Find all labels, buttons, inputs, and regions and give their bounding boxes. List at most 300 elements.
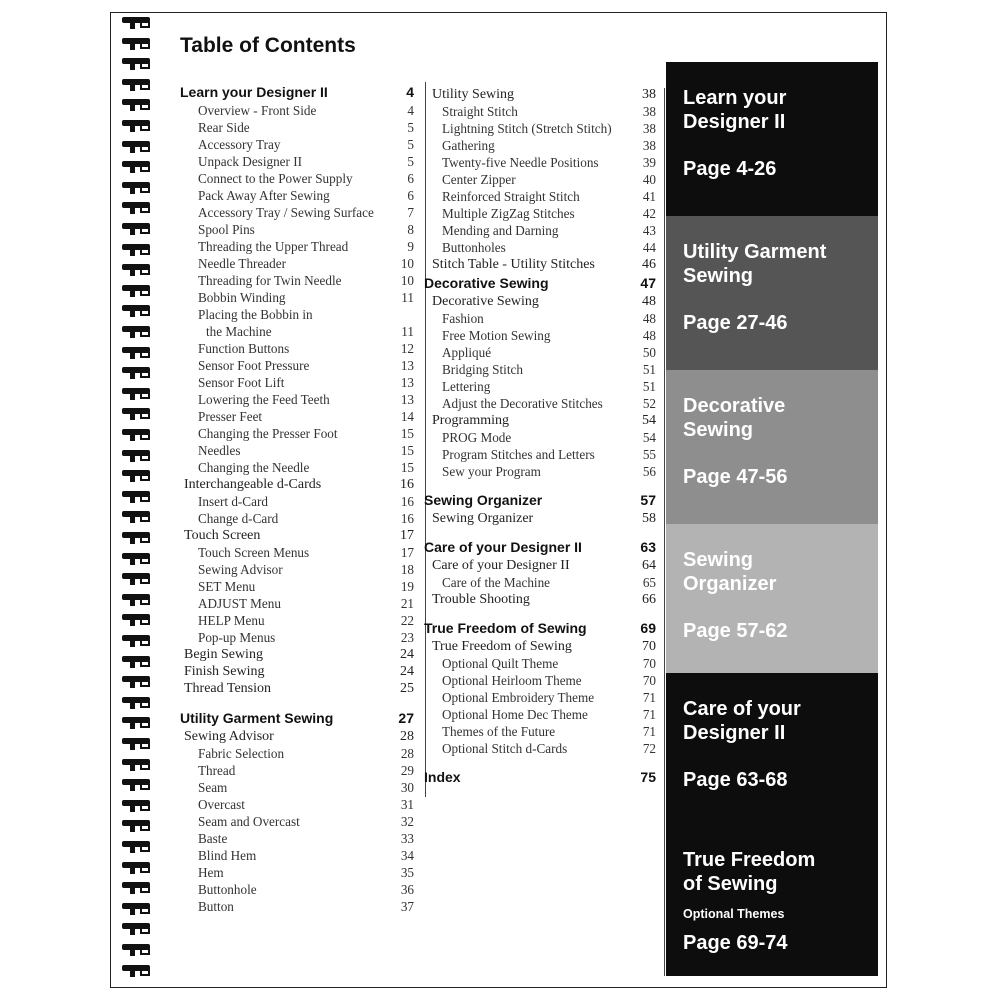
toc-entry: [176, 289, 416, 306]
toc-entry-page: 32: [400, 814, 414, 829]
toc-entry-title: Pack Away After Sewing: [198, 188, 330, 203]
toc-entry: [422, 239, 658, 256]
toc-entry-page: 14: [400, 409, 414, 424]
toc-entry-title: Presser Feet: [198, 409, 263, 424]
spiral-coil: [118, 859, 152, 873]
section-tab-heading: True Freedom of Sewing: [683, 849, 816, 895]
toc-entry-page: 70: [642, 673, 656, 688]
spiral-coil: [118, 900, 152, 914]
toc-entry-title: Stitch Table - Utility Stitches: [432, 257, 595, 272]
toc-entry: [176, 136, 416, 153]
spiral-coil: [118, 96, 152, 110]
spiral-coil: [118, 735, 152, 749]
toc-entry-title: True Freedom of Sewing: [424, 620, 587, 636]
toc-entry: [176, 119, 416, 136]
section-tab: [666, 673, 878, 824]
spiral-coil: [118, 797, 152, 811]
toc-entry-title: Sewing Organizer: [424, 492, 543, 508]
toc-entry-title: Thread Tension: [184, 681, 272, 696]
toc-entry: [422, 672, 658, 689]
spiral-coil: [118, 529, 152, 543]
toc-entry-title: Fashion: [442, 311, 484, 326]
toc-entry-title: Sensor Foot Lift: [198, 375, 285, 390]
toc-entry: [422, 361, 658, 378]
toc-entry: [176, 306, 416, 323]
toc-entry-title: Buttonholes: [442, 240, 506, 255]
toc-entry: [422, 510, 658, 527]
toc-entry: [176, 510, 416, 527]
toc-entry-page: 11: [401, 290, 414, 305]
toc-entry: [422, 740, 658, 757]
toc-entry-title: Overview - Front Side: [198, 103, 317, 118]
toc-entry: [422, 395, 658, 412]
toc-entry-page: 48: [642, 328, 656, 343]
toc-entry-title: Connect to the Power Supply: [198, 171, 353, 186]
toc-entry-page: 47: [640, 275, 656, 291]
toc-entry-title: Bobbin Winding: [198, 290, 286, 305]
toc-entry-page: 66: [642, 592, 656, 607]
toc-entry-title: Spool Pins: [198, 222, 255, 237]
toc-entry-title: Multiple ZigZag Stitches: [442, 206, 575, 221]
toc-entry-title: Center Zipper: [442, 172, 516, 187]
toc-entry-page: 70: [642, 639, 656, 654]
toc-entry-page: 22: [400, 613, 414, 628]
toc-entry-title: Thread: [198, 763, 236, 778]
spiral-coil: [118, 364, 152, 378]
toc-entry: [422, 446, 658, 463]
spiral-coil: [118, 35, 152, 49]
toc-entry: [176, 796, 416, 813]
toc-entry: [422, 655, 658, 672]
toc-entry-title: Unpack Designer II: [198, 154, 302, 169]
toc-entry-title: Blind Hem: [198, 848, 257, 863]
toc-entry-page: 40: [642, 172, 656, 187]
section-tab: [666, 216, 878, 370]
toc-entry-page: 70: [642, 656, 656, 671]
spiral-coil: [118, 405, 152, 419]
toc-entry-page: 25: [400, 681, 414, 696]
toc-entry: [176, 408, 416, 425]
toc-entry-title: Touch Screen Menus: [198, 545, 310, 560]
toc-entry-title: Learn your Designer II: [180, 84, 328, 100]
toc-entry: [422, 638, 658, 655]
toc-entry: [422, 154, 658, 171]
column-divider-right: [664, 88, 665, 976]
toc-entry-title: Changing the Presser Foot: [198, 426, 338, 441]
spiral-coil: [118, 714, 152, 728]
toc-entry-page: 38: [642, 121, 656, 136]
toc-entry: [422, 86, 658, 103]
toc-entry: [176, 357, 416, 374]
toc-entry-title: Sew your Program: [442, 464, 541, 479]
toc-entry: [176, 881, 416, 898]
section-tab-heading: Utility Garment Sewing: [683, 241, 827, 287]
toc-entry-title: Accessory Tray: [198, 137, 281, 152]
toc-entry-page: 35: [400, 865, 414, 880]
toc-entry-page: 16: [400, 477, 414, 492]
page-title: Table of Contents: [180, 34, 356, 57]
toc-entry-title: PROG Mode: [442, 430, 512, 445]
toc-entry-page: 51: [642, 379, 656, 394]
toc-entry-page: 75: [640, 769, 656, 785]
toc-entry-page: 72: [642, 741, 656, 756]
toc-entry: [176, 391, 416, 408]
toc-entry-title: Placing the Bobbin in: [198, 307, 313, 322]
toc-entry-page: 48: [642, 311, 656, 326]
toc-entry: [176, 847, 416, 864]
toc-entry-page: 54: [642, 413, 656, 428]
section-tab: [666, 370, 878, 524]
toc-entry-page: 4: [406, 84, 414, 100]
spiral-coil: [118, 570, 152, 584]
section-tab-pages: Page 27-46: [683, 312, 788, 334]
spiral-coil: [118, 14, 152, 28]
toc-entry-title: Seam: [198, 780, 228, 795]
toc-entry: [176, 745, 416, 762]
toc-entry: [176, 374, 416, 391]
toc-entry-title: Accessory Tray / Sewing Surface: [198, 205, 374, 220]
toc-entry-page: 54: [642, 430, 656, 445]
toc-entry-title: Care of your Designer II: [432, 558, 570, 573]
toc-entry: [422, 689, 658, 706]
spiral-coil: [118, 344, 152, 358]
toc-entry-page: 17: [400, 545, 414, 560]
toc-entry-page: 29: [400, 763, 414, 778]
toc-entry-title: Function Buttons: [198, 341, 290, 356]
toc-entry-title: Baste: [198, 831, 228, 846]
toc-entry: [176, 612, 416, 629]
toc-entry-title: Insert d-Card: [198, 494, 268, 509]
toc-entry: [176, 272, 416, 289]
toc-entry-page: 64: [642, 558, 656, 573]
spiral-coil: [118, 179, 152, 193]
toc-entry-title: Bridging Stitch: [442, 362, 523, 377]
toc-entry: [422, 310, 658, 327]
toc-entry-title: Lightning Stitch (Stretch Stitch): [442, 121, 612, 136]
spiral-coil: [118, 756, 152, 770]
toc-entry: [176, 204, 416, 221]
toc-section: [422, 769, 658, 786]
spiral-coil: [118, 158, 152, 172]
toc-entry-page: 38: [642, 87, 656, 102]
toc-entry-page: 24: [400, 647, 414, 662]
toc-entry-page: 63: [640, 539, 656, 555]
section-tab-heading: Decorative Sewing: [683, 395, 786, 441]
toc-entry-title: ADJUST Menu: [198, 596, 281, 611]
toc-entry: [176, 663, 416, 680]
toc-entry-page: 18: [400, 562, 414, 577]
toc-entry-title: Seam and Overcast: [198, 814, 300, 829]
toc-entry-title: Optional Embroidery Theme: [442, 690, 595, 705]
toc-entry: [422, 256, 658, 273]
toc-entry-title: Gathering: [442, 138, 495, 153]
toc-entry: [422, 557, 658, 574]
toc-entry: [422, 723, 658, 740]
toc-entry: [176, 187, 416, 204]
spiral-coil: [118, 591, 152, 605]
toc-entry-title: Sensor Foot Pressure: [198, 358, 310, 373]
toc-entry-title: Threading the Upper Thread: [198, 239, 349, 254]
toc-entry: [176, 340, 416, 357]
toc-entry-page: 15: [400, 443, 414, 458]
toc-entry-page: 69: [640, 620, 656, 636]
toc-entry: [422, 188, 658, 205]
toc-entry-title: Hem: [198, 865, 224, 880]
toc-entry: [422, 103, 658, 120]
toc-entry-page: 9: [407, 239, 414, 254]
toc-entry-title: Change d-Card: [198, 511, 279, 526]
toc-entry: [176, 864, 416, 881]
section-tab-heading: Sewing Organizer: [683, 549, 777, 595]
toc-entry-title: Threading for Twin Needle: [198, 273, 342, 288]
spiral-coil: [118, 55, 152, 69]
toc-entry: [176, 830, 416, 847]
toc-entry-title: Utility Sewing: [432, 87, 515, 102]
toc-entry: [422, 574, 658, 591]
toc-entry-page: 57: [640, 492, 656, 508]
spiral-coil: [118, 550, 152, 564]
toc-entry: [176, 728, 416, 745]
toc-entry-page: 12: [400, 341, 414, 356]
section-tab: [666, 824, 878, 976]
toc-entry-title: Sewing Organizer: [432, 511, 534, 526]
spiral-coil: [118, 447, 152, 461]
section-tab-pages: Page 63-68: [683, 769, 788, 791]
toc-entry-title: Optional Quilt Theme: [442, 656, 559, 671]
toc-section: [176, 710, 416, 727]
toc-entry-title: Index: [424, 769, 461, 785]
toc-entry-title: Adjust the Decorative Stitches: [442, 396, 603, 411]
toc-entry-page: 46: [642, 257, 656, 272]
toc-entry: [176, 255, 416, 272]
section-tab-pages: Page 69-74: [683, 932, 788, 954]
toc-entry: [176, 476, 416, 493]
spiral-coil: [118, 467, 152, 481]
toc-entry-page: 11: [401, 324, 414, 339]
toc-entry-title: HELP Menu: [198, 613, 265, 628]
spiral-coil: [118, 488, 152, 502]
toc-entry-page: 31: [400, 797, 414, 812]
section-tab-heading: Care of your Designer II: [683, 698, 801, 744]
toc-section: [422, 539, 658, 556]
toc-entry-page: 4: [407, 103, 414, 118]
section-tab: [666, 524, 878, 673]
spiral-coil: [118, 920, 152, 934]
toc-section: [176, 84, 416, 101]
toc-entry: [176, 544, 416, 561]
toc-entry-title: Optional Heirloom Theme: [442, 673, 582, 688]
toc-entry: [176, 779, 416, 796]
toc-entry-page: 52: [642, 396, 656, 411]
toc-entry-page: 58: [642, 511, 656, 526]
toc-entry: [422, 293, 658, 310]
toc-entry-page: 55: [642, 447, 656, 462]
toc-entry: [176, 323, 416, 340]
toc-entry-page: 28: [400, 729, 414, 744]
toc-entry-page: 13: [400, 392, 414, 407]
toc-entry-title: Decorative Sewing: [432, 294, 539, 309]
toc-entry: [422, 137, 658, 154]
toc-entry-title: Needles: [198, 443, 241, 458]
toc-entry: [176, 102, 416, 119]
section-tab-subtitle: Optional Themes: [683, 907, 785, 921]
toc-entry-page: 48: [642, 294, 656, 309]
toc-entry: [422, 429, 658, 446]
toc-entry-title: Care of your Designer II: [424, 539, 582, 555]
toc-entry-title: Button: [198, 899, 234, 914]
toc-entry: [422, 344, 658, 361]
toc-entry-page: 8: [407, 222, 414, 237]
toc-entry-page: 6: [407, 188, 414, 203]
spiral-coil: [118, 323, 152, 337]
spiral-coil: [118, 220, 152, 234]
section-tab-pages: Page 57-62: [683, 620, 788, 642]
toc-entry-title: Changing the Needle: [198, 460, 310, 475]
toc-entry: [422, 706, 658, 723]
toc-entry-title: Rear Side: [198, 120, 250, 135]
spiral-coil: [118, 302, 152, 316]
toc-entry: [176, 153, 416, 170]
toc-entry-title: Needle Threader: [198, 256, 286, 271]
spiral-coil: [118, 282, 152, 296]
toc-entry-title: Twenty-five Needle Positions: [442, 155, 599, 170]
toc-entry: [176, 442, 416, 459]
spiral-coil: [118, 261, 152, 275]
toc-entry-page: 33: [400, 831, 414, 846]
spiral-coil: [118, 199, 152, 213]
section-tab-heading: Learn your Designer II: [683, 87, 787, 133]
toc-entry-page: 43: [642, 223, 656, 238]
spiral-coil: [118, 838, 152, 852]
toc-entry-page: 50: [642, 345, 656, 360]
toc-entry-title: Fabric Selection: [198, 746, 285, 761]
toc-entry-page: 6: [407, 171, 414, 186]
toc-entry-page: 27: [398, 710, 414, 726]
toc-entry-page: 5: [407, 137, 414, 152]
toc-entry: [176, 762, 416, 779]
spiral-coil: [118, 941, 152, 955]
spiral-coil: [118, 879, 152, 893]
toc-entry-page: 71: [642, 690, 656, 705]
spiral-coil: [118, 241, 152, 255]
toc-entry-page: 39: [642, 155, 656, 170]
toc-entry: [176, 680, 416, 697]
toc-entry-title: Straight Stitch: [442, 104, 518, 119]
toc-entry: [176, 493, 416, 510]
toc-entry: [422, 222, 658, 239]
spiral-coil: [118, 138, 152, 152]
toc-entry: [422, 327, 658, 344]
toc-entry: [422, 591, 658, 608]
toc-entry: [176, 170, 416, 187]
toc-column-left: [176, 82, 416, 922]
section-tab-pages: Page 47-56: [683, 466, 788, 488]
toc-section: [422, 275, 658, 292]
toc-entry-page: 13: [400, 358, 414, 373]
toc-entry-page: 15: [400, 460, 414, 475]
spiral-coil: [118, 632, 152, 646]
toc-entry-page: 41: [642, 189, 656, 204]
toc-entry-page: 5: [407, 120, 414, 135]
section-tab: [666, 62, 878, 216]
toc-section: [422, 492, 658, 509]
toc-entry-page: 38: [642, 138, 656, 153]
spiral-coil: [118, 385, 152, 399]
toc-entry-page: 15: [400, 426, 414, 441]
toc-entry-page: 10: [400, 273, 414, 288]
toc-entry-title: True Freedom of Sewing: [432, 639, 572, 654]
spiral-coil: [118, 426, 152, 440]
toc-entry-page: 36: [400, 882, 414, 897]
toc-entry-page: 56: [642, 464, 656, 479]
toc-entry-page: 5: [407, 154, 414, 169]
toc-entry-title: Themes of the Future: [442, 724, 556, 739]
toc-entry-title: Sewing Advisor: [198, 562, 283, 577]
toc-entry-title: Trouble Shooting: [432, 592, 530, 607]
toc-entry: [176, 629, 416, 646]
spiral-coil: [118, 962, 152, 976]
toc-entry-page: 65: [642, 575, 656, 590]
toc-entry-page: 71: [642, 707, 656, 722]
toc-entry-page: 13: [400, 375, 414, 390]
toc-entry-page: 44: [642, 240, 656, 255]
toc-entry: [176, 898, 416, 915]
toc-entry-title: Buttonhole: [198, 882, 257, 897]
toc-entry-title: Care of the Machine: [442, 575, 551, 590]
toc-entry-title: Lettering: [442, 379, 491, 394]
toc-entry: [176, 221, 416, 238]
toc-entry: [176, 578, 416, 595]
toc-entry: [176, 238, 416, 255]
toc-entry: [422, 120, 658, 137]
toc-entry: [176, 813, 416, 830]
toc-entry: [176, 561, 416, 578]
toc-entry-title: Interchangeable d-Cards: [184, 477, 322, 492]
toc-entry: [422, 171, 658, 188]
spiral-coil: [118, 653, 152, 667]
toc-entry: [422, 463, 658, 480]
toc-entry: [422, 205, 658, 222]
toc-entry: [422, 378, 658, 395]
toc-entry: [176, 595, 416, 612]
toc-entry-page: 34: [400, 848, 414, 863]
spiral-coil: [118, 776, 152, 790]
toc-entry-page: 10: [400, 256, 414, 271]
toc-entry-title: Overcast: [198, 797, 245, 812]
spiral-coil: [118, 611, 152, 625]
toc-entry-title: Touch Screen: [184, 528, 261, 543]
toc-section: [422, 620, 658, 637]
toc-entry-title: Reinforced Straight Stitch: [442, 189, 580, 204]
toc-entry-page: 17: [400, 528, 414, 543]
toc-entry-title: the Machine: [206, 324, 272, 339]
toc-entry-title: Optional Home Dec Theme: [442, 707, 588, 722]
toc-entry-page: 37: [400, 899, 414, 914]
toc-entry-title: Lowering the Feed Teeth: [198, 392, 330, 407]
section-tab-pages: Page 4-26: [683, 158, 777, 180]
toc-entry: [422, 412, 658, 429]
toc-column-right: [422, 86, 662, 806]
toc-entry-page: 23: [400, 630, 414, 645]
toc-entry-title: Utility Garment Sewing: [180, 710, 334, 726]
toc-entry-page: 19: [400, 579, 414, 594]
spiral-binding: [118, 14, 152, 984]
toc-entry-page: 28: [400, 746, 414, 761]
spiral-coil: [118, 508, 152, 522]
toc-entry-title: Appliqué: [442, 345, 492, 360]
toc-entry-title: Programming: [432, 413, 509, 428]
toc-entry: [176, 646, 416, 663]
